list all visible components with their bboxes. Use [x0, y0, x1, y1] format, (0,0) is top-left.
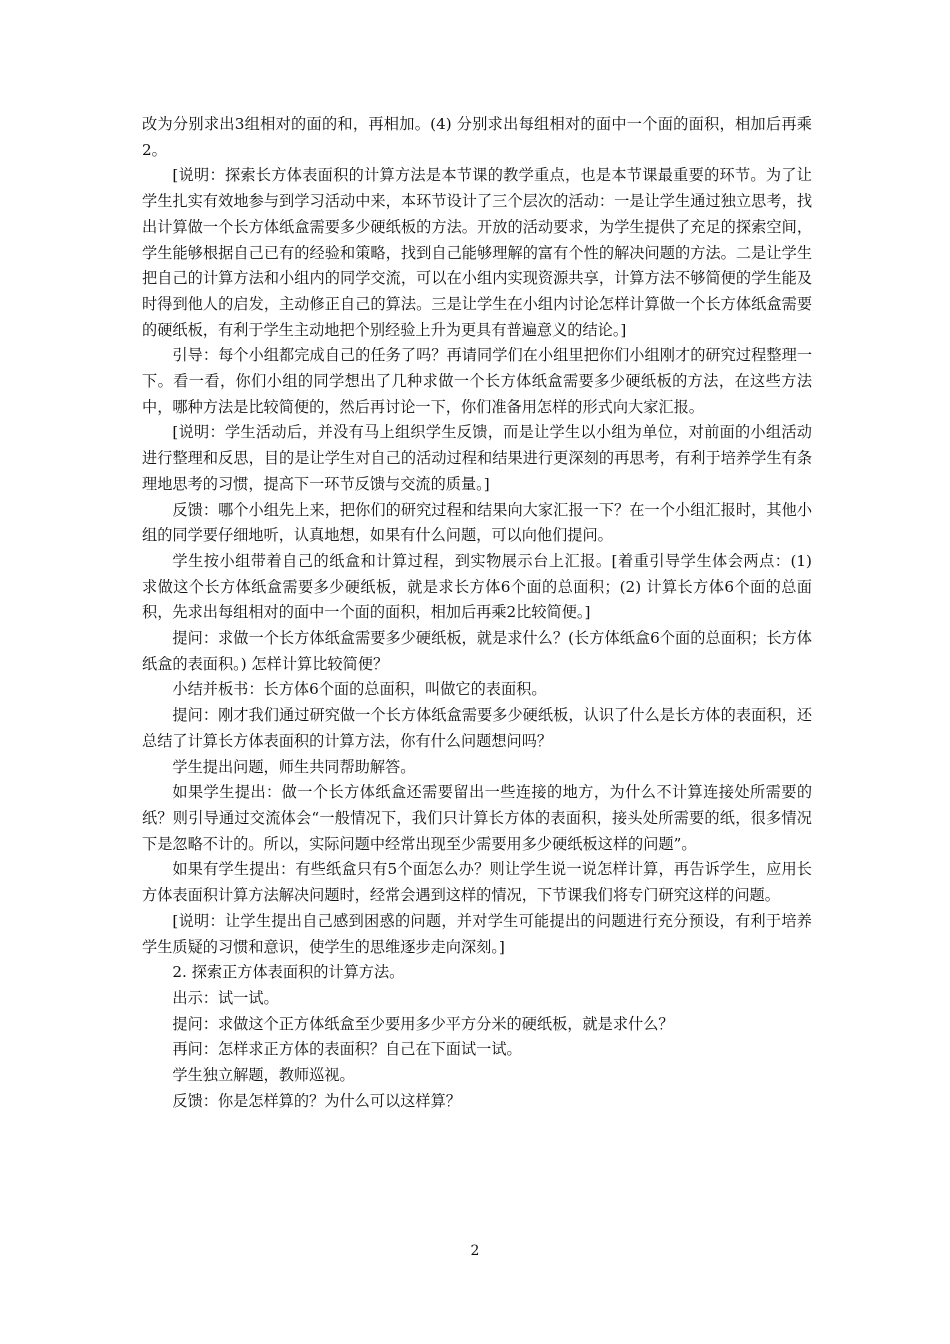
paragraph: 提问：刚才我们通过研究做一个长方体纸盒需要多少硬纸板，认识了什么是长方体的表面积，还总结了计算长方体表面积的计算方法，你有什么问题想问吗？ — [142, 706, 812, 750]
paragraph: 如果有学生提出：有些纸盒只有5个面怎么办？则让学生说一说怎样计算，再告诉学生，应用长方体表面积计算方法解决问题时，经常会遇到这样的情况，下节课我们将专门研究这样的问题。 — [142, 860, 812, 905]
paragraph: [说明：让学生提出自己感到困惑的问题，并对学生可能提出的问题进行充分预设，有利于培养学生质疑的习惯和意识，使学生的思维逐步走向深刻。] — [142, 911, 812, 956]
paragraph: 提问：求做一个长方体纸盒需要多少硬纸板，就是求什么？(长方体纸盒6个面的总面积；长方体纸盒的表面积。) 怎样计算比较简便？ — [142, 629, 812, 673]
paragraph: 学生按小组带着自己的纸盒和计算过程，到实物展示台上汇报。[着重引导学生体会两点：(1) 求做这个长方体纸盒需要多少硬纸板，就是求长方体6个面的总面积；(2) 计算长方体6个面的总面积，先求出每组相对的面中一个面的面积，相加后再乘2比较简便。] — [142, 551, 812, 622]
paragraph: [说明：探索长方体表面积的计算方法是本节课的教学重点，也是本节课最重要的环节。为了让学生扎实有效地参与到学习活动中来，本环节设计了三个层次的活动：一是让学生通过独立思考，找出计算做一个长方体纸盒需要多少硬纸板的方法。开放的活动要求，为学生提供了充足的探索空间，学生能够根据自己已有的经验和策略，找到自己能够理解的富有个性的解决问题的方法。二是让学生把自己的计算方法和小组内的同学交流，可以在小组内实现资源共享，计算方法不够简便的学生能及时得到他人的启发，主动修正自己的算法。三是让学生在小组内讨论怎样计算做一个长方体纸盒需要的硬纸板，有利于学生主动地把个别经验上升为更具有普遍意义的结论。] — [142, 166, 812, 339]
page-number: 2 — [470, 1243, 480, 1259]
paragraph: 学生提出问题，师生共同帮助解答。 — [172, 757, 416, 776]
paragraph: 提问：求做这个正方体纸盒至少要用多少平方分米的硬纸板，就是求什么？ — [172, 1014, 674, 1033]
paragraph: 再问：怎样求正方体的表面积？自己在下面试一试。 — [172, 1040, 522, 1059]
paragraph: 反馈：哪个小组先上来，把你们的研究过程和结果向大家汇报一下？在一个小组汇报时，其他小组的同学要仔细地听，认真地想，如果有什么问题，可以向他们提问。 — [142, 500, 812, 545]
paragraph: [说明：学生活动后，并没有马上组织学生反馈，而是让学生以小组为单位，对前面的小组活动进行整理和反思，目的是让学生对自己的活动过程和结果进行更深刻的再思考，有利于培养学生有条理地思考的习惯，提高下一环节反馈与交流的质量。] — [142, 423, 812, 493]
page-body — [142, 112, 812, 1114]
paragraph: 2. 探索正方体表面积的计算方法。 — [172, 963, 405, 982]
paragraph: 出示：试一试。 — [172, 988, 279, 1007]
paragraph: 学生独立解题，教师巡视。 — [172, 1066, 355, 1085]
paragraph: 如果学生提出：做一个长方体纸盒还需要留出一些连接的地方，为什么不计算连接处所需要的纸？则引导通过交流体会“一般情况下，我们只计算长方体的表面积，接头处所需要的纸，很多情况下是忽略不计的。所以，实际问题中经常出现至少需要用多少硬纸板这样的问题”。 — [142, 783, 812, 853]
paragraph: 改为分别求出3组相对的面的和，再相加。(4) 分别求出每组相对的面中一个面的面积，相加后再乘2。 — [142, 115, 812, 159]
paragraph: 引导：每个小组都完成自己的任务了吗？再请同学们在小组里把你们小组刚才的研究过程整理一下。看一看，你们小组的同学想出了几种求做一个长方体纸盒需要多少硬纸板的方法，在这些方法中，哪种方法是比较简便的，然后再讨论一下，你们准备用怎样的形式向大家汇报。 — [142, 346, 812, 416]
paragraph: 小结并板书：长方体6个面的总面积，叫做它的表面积。 — [172, 680, 547, 699]
paragraph: 反馈：你是怎样算的？为什么可以这样算？ — [172, 1091, 461, 1110]
